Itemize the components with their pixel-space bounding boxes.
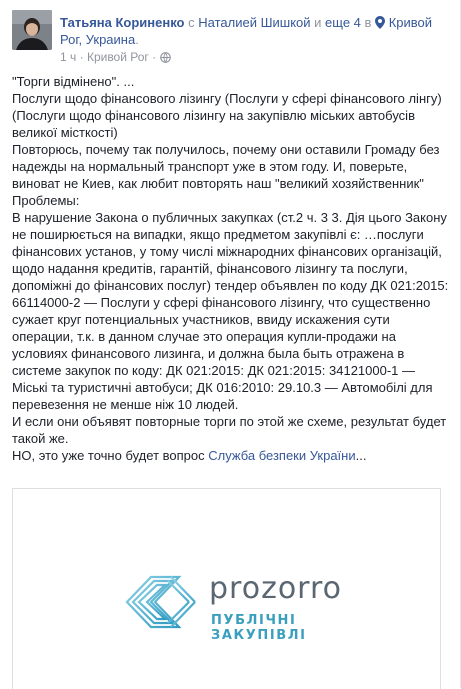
post-text-line: великої місткості) xyxy=(12,125,118,140)
avatar[interactable] xyxy=(12,10,52,50)
prozorro-emblem-icon xyxy=(117,567,205,637)
post-text-line: Проблемы: xyxy=(12,193,80,208)
post-text-line: Послуги щодо фінансового лізингу (Послуги у сфері фінансового лінгу) xyxy=(12,91,442,106)
last-line-prefix: НО, это уже точно будет вопрос xyxy=(12,448,205,463)
author-name[interactable]: Татьяна Кориненко xyxy=(60,15,185,30)
post-text-line: Міські та туристичні автобуси; ДК 016:2010: 29.10.3 — Автомобілі для xyxy=(12,380,433,395)
post-header-text: Татьяна Кориненко с Наталией Шишкой и еще 4 в Кривой Рог, Украина. 1 ч · Кривой Рог · xyxy=(60,14,450,65)
avatar-photo-icon xyxy=(12,10,52,50)
with-word: с xyxy=(188,15,195,30)
brand-name: prozorro xyxy=(209,571,343,606)
post-text-line: В нарушение Закона о публичных закупках (ст.2 ч. 3 3. Дія цього Закону xyxy=(12,210,447,225)
prozorro-logo xyxy=(117,567,377,643)
post-location[interactable]: Кривой Рог xyxy=(86,50,149,64)
post-text-line: перевезення не менше ніж 10 людей. xyxy=(12,397,239,412)
post-text-line: 66114000-2 — Послуги у сфері фінансового лізингу, что существенно xyxy=(12,295,431,310)
tagged-others[interactable]: еще 4 xyxy=(325,15,361,30)
post-text-line: не поширюється на випадки, якщо предметом закупівлі є: …послуги xyxy=(12,227,424,242)
post-text-line: сужает круг потенциальных участников, ввиду искажения сути xyxy=(12,312,390,327)
brand-subtitle: ПУБЛІЧНІ ЗАКУПІВЛІ xyxy=(211,613,307,643)
post-text-line: (Послуги щодо фінансового лізингу на закупівлю міських автобусів xyxy=(12,108,415,123)
post-text-line: такой же. xyxy=(12,431,69,446)
post-body xyxy=(12,73,449,464)
in-word: в xyxy=(364,15,372,30)
sbu-link[interactable]: Служба безпеки України xyxy=(208,448,356,463)
post-text-line: допоміжні до фінансових послуг) тендер объявлен по коду ДК 021:2015: xyxy=(12,278,449,293)
post-text-last-line xyxy=(12,447,442,464)
post-text-line: надежды на нормальный транспорт уже в этом году. И, поверьте, xyxy=(12,159,408,174)
post-text-line: "Торги відмінено". ... xyxy=(12,74,135,89)
post-text-line: И если они объявят повторные торги по этой же схеме, результат будет xyxy=(12,414,447,429)
globe-icon[interactable] xyxy=(160,52,171,63)
place-link[interactable]: Кривой Рог, Украина xyxy=(60,15,433,47)
post-text-line: фінансових установ, у тому числі міжнародних фінансових організацій, xyxy=(12,244,442,259)
location-pin-icon xyxy=(375,16,385,29)
post-time[interactable]: 1 ч xyxy=(60,50,77,64)
post-meta: 1 ч · Кривой Рог · xyxy=(60,50,450,65)
post-text-line: щодо надання кредитів, гарантій, фінансового лізингу та послуги, xyxy=(12,261,408,276)
last-line-suffix: ... xyxy=(355,448,367,463)
link-preview-card[interactable] xyxy=(12,488,441,689)
post-text-line: системе закупок по коду: ДК 021:2015: ДК 021:2015: 34121000-1 — xyxy=(12,363,416,378)
tagged-person[interactable]: Наталией Шишкой xyxy=(198,15,311,30)
post-text-line: виноват не Киев, как любит повторять наш "великий хозяйственник" xyxy=(12,176,424,191)
post-text-line: условиях финансового лизинга, и должна была быть отражена в xyxy=(12,346,405,361)
and-word: и xyxy=(314,15,322,30)
post-text-line: Повторюсь, почему так получилось, почему они оставили Громаду без xyxy=(12,142,440,157)
post-text-line: операции, т.к. в данном случае это операция купли-продажи на xyxy=(12,329,396,344)
